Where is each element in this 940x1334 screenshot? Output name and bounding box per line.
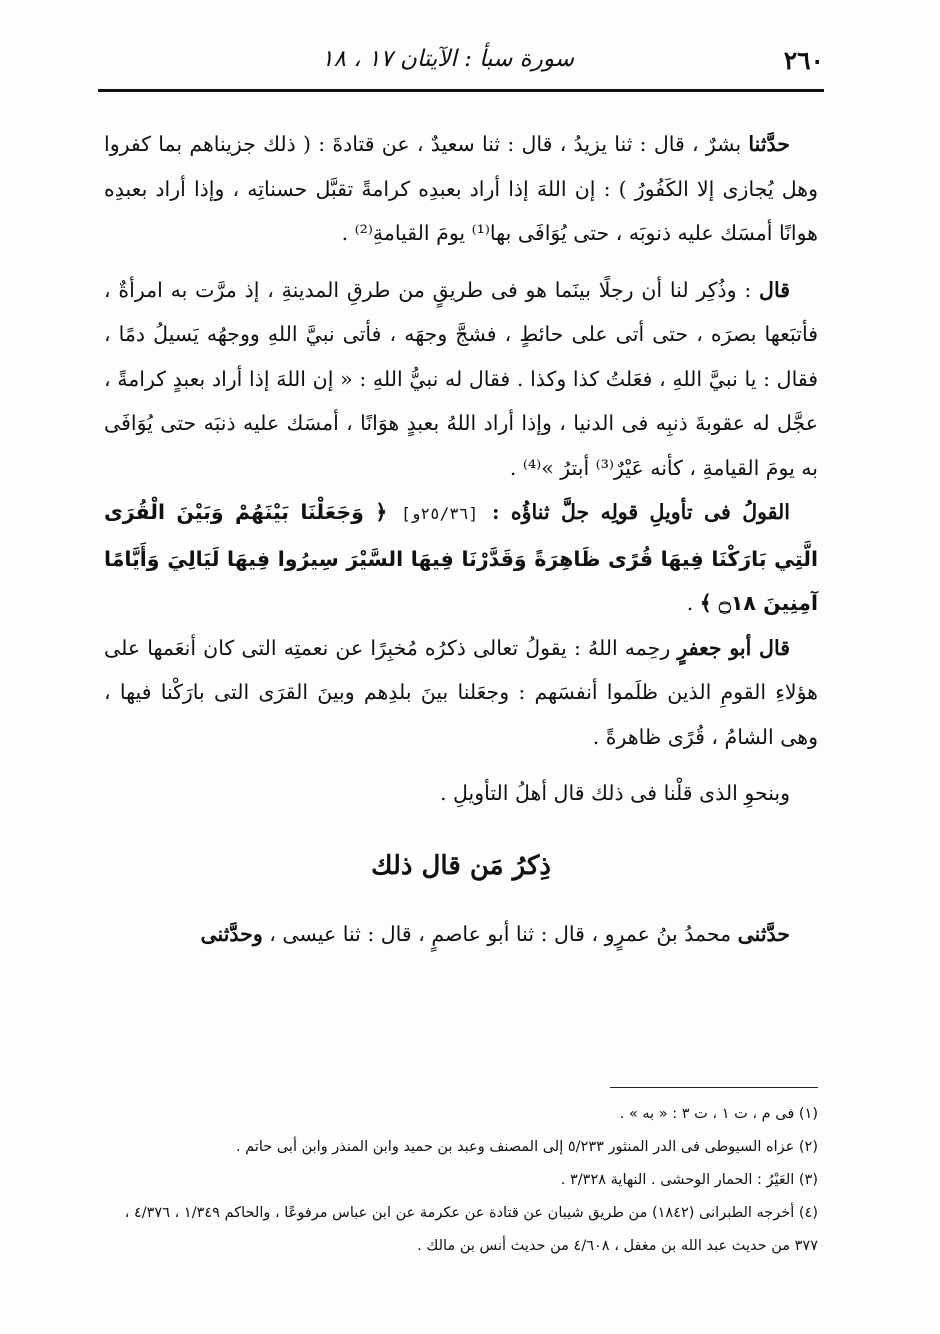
paragraph-consensus [104,771,818,816]
quran-verse: ﴿ وَجَعَلْنَا بَيْنَهُمْ وَبَيْنَ الْقُرَى الَّتِي بَارَكْنَا فِيهَا قُرًى ظَاهِرَةً وَقَدَّرْنَا فِيهَا السَّيْرَ سِيرُوا فِيهَا لَيَالِيَ وَأَيَّامًا آمِنِينَ ۝١٨ ﴾ [104,500,818,615]
paragraph-commentary [104,626,818,760]
paragraph-lead: حدَّثنا [748,132,790,156]
footnotes [104,1098,818,1263]
main-text [104,122,818,957]
header-rule [98,89,824,92]
paragraph-text: محمدُ بنُ عمرٍو ، قال : ثنا أبو عاصمٍ ، قال : ثنا عيسى ، [262,922,738,946]
verse-intro: القولُ فى تأويلِ قولِه جلَّ ثناؤُه : [492,500,790,524]
paragraph-text: بشرٌ ، قال : ثنا يزيدُ ، قال : ثنا سعيدٌ ، عن قتادةَ : ( ذلك جزيناهم بما كفروا وهل يُجازى إلا الكَفُورُ ) : إن اللهَ إذا أراد بعبدِه كرامةً تقبَّل حسناتِه ، وإذا أراد بعبدِه هوانًا أمسَك عليه ذنوبَه ، حتى يُوَافَى بها⁽¹⁾ يومَ القيامةِ⁽²⁾ . [104,132,818,245]
manuscript-ref: [٢٥/٣٦و] [387,504,492,523]
paragraph-hadith-qatada [104,122,818,256]
paragraph-lead: قال [759,277,790,302]
footnote-4: (٤) أخرجه الطبرانى (١٨٤٢) من طريق شيبان عن قتادة عن عكرمة عن ابن عباس مرفوعًا ، والحاكم ١/٣٤٩ ، ٤/٣٧٦ ، ٣٧٧ من حديث عبد الله بن مغفل ، ٤/٦٠٨ من حديث أنس بن مالك . [124,1205,818,1254]
paragraph-text: : وذُكِر لنا أن رجلًا بينَما هو فى طريقٍ من طرقِ المدينةِ ، إذ مرَّت به امرأةٌ ، فأتبَعها بصرَه ، حتى أتى على حائطٍ ، فشجَّ وجهَه ، فأتى نبيَّ اللهِ ووجهُه يَسيلُ دمًا ، فقال : يا نبيَّ اللهِ ، فعَلتُ كذا وكذا . فقال له نبيُّ اللهِ : « إن اللهَ إذا أراد بعبدٍ كرامةً ، عجَّل له عقوبةَ ذنبِه فى الدنيا ، وإذا أراد اللهُ بعبدٍ هوَانًا ، أمسَك عليه ذنبَه حتى يُوَافَى به يومَ القيامةِ ، كأنه عَيْرٌ⁽³⁾ أبترُ »⁽⁴⁾ . [104,277,818,480]
paragraph-text: وبنحوِ الذى قلْنا فى ذلك قال أهلُ التأويلِ . [439,781,790,805]
footnote-2: (٢) عزاه السيوطى فى الدر المنثور ٥/٢٣٣ إلى المصنف وعبد بن حميد وابن المنذر وابن أبى حاتم . [235,1139,818,1155]
section-heading: ذِكرُ مَن قال ذلك [371,850,551,881]
running-title: سورة سبأ : الآيتان ١٧ ، ١٨ [321,46,574,72]
paragraph-lead-2: وحدَّثنى [200,922,263,946]
paragraph-isnad [104,912,818,957]
page-header [98,40,824,80]
footnote-1: (١) فى م ، ت ١ ، ت ٣ : « به » . [619,1106,818,1122]
paragraph-verse-heading [104,490,818,626]
page-number: ٢٦٠ [783,46,824,75]
verse-tail: . [686,591,700,615]
footnote-3: (٣) العَيْرُ : الحمار الوحشى . النهاية ٣/٣٢٨ . [560,1172,818,1188]
paragraph-text: رحِمه اللهُ : يقولُ تعالى ذكرُه مُخبِرًا عن نعمتِه التى كان أنعَمها على هؤلاءِ القومِ الذين ظلَموا أنفسَهم : وجعَلنا بينَ بلدِهم وبينَ القرَى التى بارَكْنا فيها ، وهى الشامُ ، قُرًى ظاهرةً . [104,635,818,749]
paragraph-story [104,268,818,491]
paragraph-lead: قال أبو جعفرٍ [677,635,790,660]
paragraph-lead: حدَّثنى [737,922,790,946]
footnote-rule [610,1087,818,1088]
